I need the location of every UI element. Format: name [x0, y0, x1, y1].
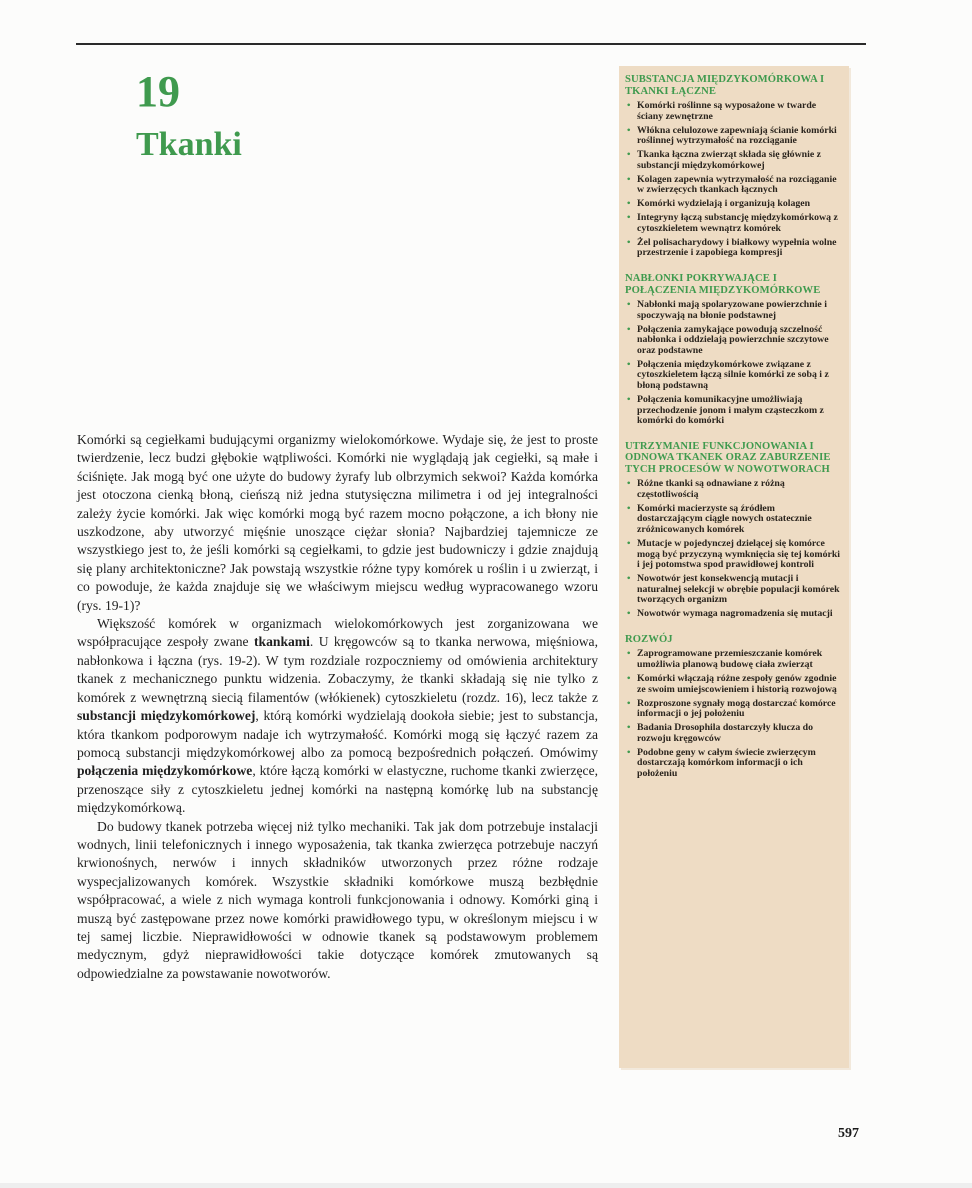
sidebar-item: • Badania Drosophila dostarczyły klucza do rozwoju kręgowców	[625, 723, 843, 744]
body-paragraph	[77, 615, 598, 817]
sidebar-item: • Włókna celulozowe zapewniają ścianie komórki roślinnej wytrzymałość na rozciąganie	[625, 126, 843, 147]
sidebar-item: • Nabłonki mają spolaryzowane powierzchnie i spoczywają na błonie podstawnej	[625, 300, 843, 321]
sidebar-item: • Tkanka łączna zwierząt składa się głównie z substancji międzykomórkowej	[625, 150, 843, 171]
main-text	[77, 431, 598, 983]
sidebar-item: • Komórki wydzielają i organizują kolagen	[625, 199, 843, 210]
sidebar-section	[625, 273, 843, 427]
sidebar-list	[625, 649, 843, 779]
sidebar-item: • Komórki włączają różne zespoły genów zgodnie ze swoim umiejscowieniem i historią rozwojową	[625, 674, 843, 695]
text-run: , które łączą komórki w elastyczne, ruchome tkanki zwierzęce, przenoszące siły z cytoszkieletu jednej komórki na następną komórkę lub na substancję międzykomórkową.	[77, 763, 598, 816]
page-number: 597	[838, 1126, 859, 1141]
body-paragraph	[77, 818, 598, 984]
sidebar-heading: SUBSTANCJA MIĘDZYKOMÓRKOWA I TKANKI ŁĄCZNE	[625, 74, 825, 97]
chapter-title: Tkanki	[136, 126, 242, 163]
sidebar-section	[625, 634, 843, 780]
sidebar-list	[625, 300, 843, 427]
sidebar-item: • Nowotwór jest konsekwencją mutacji i naturalnej selekcji w obrębie populacji komórek tworzących organizm	[625, 574, 843, 606]
bold-term: substancji międzykomórkowej	[77, 708, 256, 724]
sidebar-item: • Kolagen zapewnia wytrzymałość na rozciąganie w zwierzęcych tkankach łącznych	[625, 175, 843, 196]
sidebar-item: • Nowotwór wymaga nagromadzenia się mutacji	[625, 609, 843, 620]
sidebar-list	[625, 479, 843, 620]
sidebar-heading: NABŁONKI POKRYWAJĄCE I POŁĄCZENIA MIĘDZYKOMÓRKOWE	[625, 273, 821, 296]
chapter-outline-sidebar	[619, 66, 849, 1068]
text-run: , którą komórki wydzielają dookoła siebie; jest to substancja, która tkankom podporowym nadaje ich wytrzymałość. Komórki mogą się łączyć razem za pomocą substancji międzykomórkowej albo za pomocą bezpośrednich połączeń. Omówimy	[77, 708, 598, 760]
sidebar-section	[625, 441, 843, 620]
sidebar-item: • Integryny łączą substancję międzykomórkową z cytoszkieletem wewnątrz komórek	[625, 213, 843, 234]
sidebar-item: • Żel polisacharydowy i białkowy wypełnia wolne przestrzenie i zapobiega kompresji	[625, 238, 843, 259]
sidebar-heading: UTRZYMANIE FUNKCJONOWANIA I ODNOWA TKANEK ORAZ ZABURZENIE TYCH PROCESÓW W NOWOTWORACH	[625, 440, 831, 475]
sidebar-item: • Połączenia komunikacyjne umożliwiają przechodzenie jonom i małym cząsteczkom z komórki do komórki	[625, 395, 843, 427]
bold-term: tkankami	[254, 634, 310, 650]
sidebar-item: • Połączenia międzykomórkowe związane z cytoszkieletem łączą silnie komórki ze sobą i z błoną podstawną	[625, 360, 843, 392]
sidebar-section	[625, 74, 843, 259]
sidebar-item: • Rozproszone sygnały mogą dostarczać komórce informacji o jej położeniu	[625, 699, 843, 720]
sidebar-list	[625, 101, 843, 259]
sidebar-item: • Połączenia zamykające powodują szczelność nabłonka i oddzielają powierzchnie szczytowe oraz podstawne	[625, 325, 843, 357]
sidebar-item: • Różne tkanki są odnawiane z różną częstotliwością	[625, 479, 843, 500]
chapter-number: 19	[136, 67, 180, 116]
bold-term: połączenia międzykomórkowe	[77, 763, 253, 779]
text-run: Do budowy tkanek potrzeba więcej niż tylko mechaniki. Tak jak dom potrzebuje instalacji wodnych, linii telefonicznych i innego wyposażenia, tak tkanka zwierzęca potrzebuje naczyń krwionośnych, nerwów i innych składników utworzonych przez różne rodzaje wyspecjalizowanych komórek. Wszystkie składniki komórkowe muszą bezbłędnie współpracować, a wiele z nich wymaga kontroli funkcjonowania i odnowy. Komórki giną i muszą być zastępowane przez nowe komórki prawidłowego typu, w określonym miejscu i w tej samej liczbie. Nieprawidłowości w odnowie tkanek są podstawowym problemem medycznym, gdyż nieprawidłowości takie dotyczące komórek zmutowanych są odpowiedzialne za powstawanie nowotworów.	[77, 818, 598, 981]
sidebar-item: • Komórki macierzyste są źródłem dostarczającym ciągle nowych ostatecznie zróżnicowanych komórek	[625, 504, 843, 536]
text-run: Komórki są cegiełkami budującymi organizmy wielokomórkowe. Wydaje się, że jest to proste twierdzenie, lecz budzi głębokie wątpliwości. Komórki nie wyglądają jak cegiełki, są małe i ściśnięte. Jak mogą być one użyte do budowy żyrafy lub olbrzymich sekwoi? Każda komórka jest otoczona cienką błoną, cieńszą niż jedna stutysięczna milimetra i od jej integralności zależy życie komórki. Jak więc komórki mogą być razem mocno połączone, a ich błony nie uszkodzone, aby utworzyć mięśnie unoszące ciężar słonia? Najbardziej tajemnicze ze wszystkiego jest to, że jeśli komórki są cegiełkami, to gdzie jest budowniczy i gdzie znajdują się plany architektoniczne? Jak powstają wszystkie różne typy komórek u roślin i u zwierząt, i co powoduje, że każda znajduje się we właściwym miejscu według wypracowanego wzoru (rys. 19-1)?	[77, 432, 598, 613]
sidebar-heading: ROZWÓJ	[625, 633, 673, 645]
sidebar-item: • Podobne geny w całym świecie zwierzęcym dostarczają komórkom informacji o ich położeniu	[625, 748, 843, 780]
text-run: . U kręgowców są to tkanka nerwowa, mięśniowa, nabłonkowa i łączna (rys. 19-2). W tym rozdziale rozpoczniemy od omówienia architektury tkanek z mechanicznego punktu widzenia. Zobaczymy, że tkanki składają się nie tylko z komórek z wewnętrzną siecią filamentów (włókienek) cytoszkieletu (rozdz. 16), lecz także z	[77, 634, 598, 705]
body-paragraph	[77, 431, 598, 615]
top-rule	[76, 43, 866, 45]
sidebar-item: • Komórki roślinne są wyposażone w twarde ściany zewnętrzne	[625, 101, 843, 122]
bottom-rule	[0, 1183, 972, 1188]
text-run: Większość komórek w organizmach wielokomórkowych jest zorganizowana we współpracujące zespoły zwane	[77, 616, 598, 650]
sidebar-item: • Zaprogramowane przemieszczanie komórek umożliwia planową budowę ciała zwierząt	[625, 649, 843, 670]
sidebar-item: • Mutacje w pojedynczej dzielącej się komórce mogą być przyczyną wymknięcia się tej komórki i jej potomstwa spod prawidłowej kontroli	[625, 539, 843, 571]
